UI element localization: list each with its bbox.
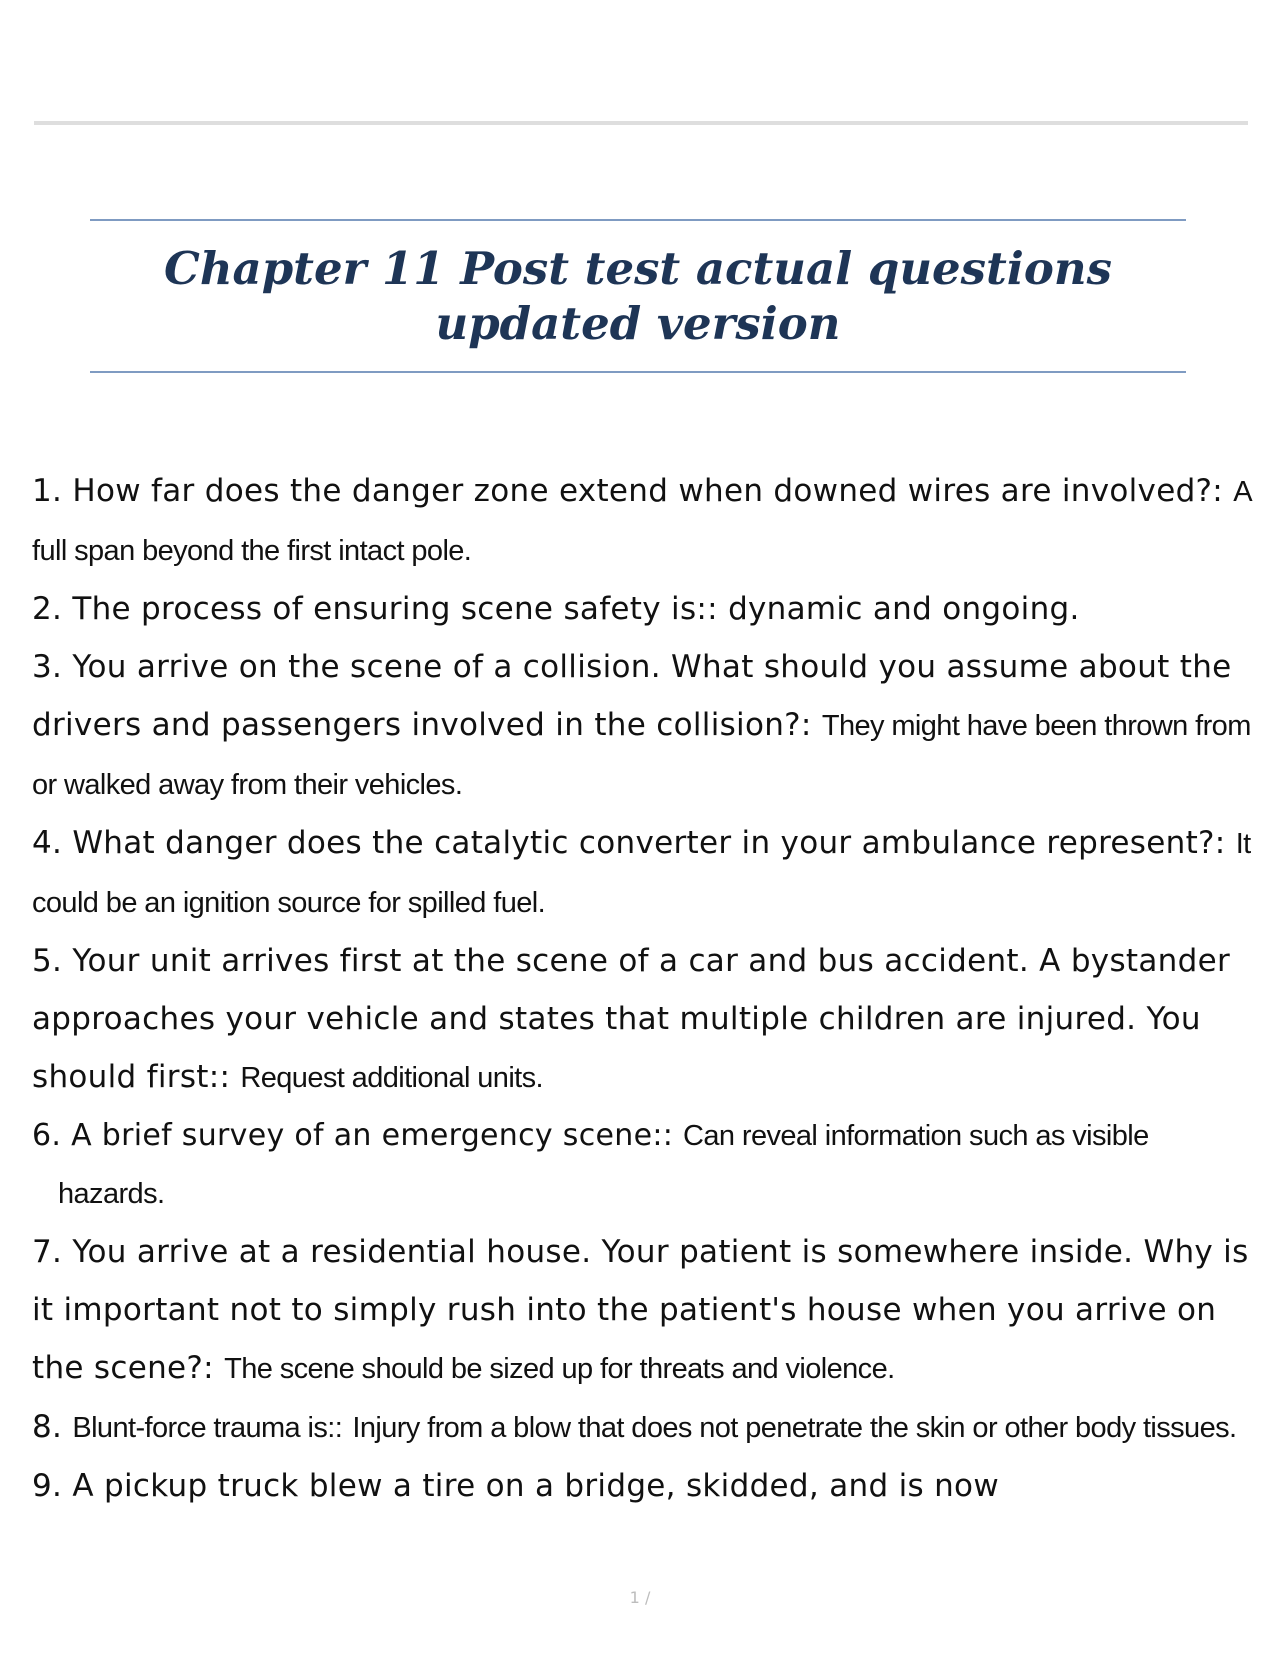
question-1	[32, 462, 1262, 580]
page-number: 1 /	[629, 1588, 651, 1607]
question-text: How far does the danger zone extend when downed wires are involved?:	[72, 473, 1224, 509]
question-number: 7.	[32, 1234, 63, 1270]
question-7	[32, 1223, 1262, 1398]
question-text: A pickup truck blew a tire on a bridge, skidded, and is now	[72, 1468, 999, 1504]
question-text: You arrive at a residential house. Your patient is somewhere inside. Why is it important not to simply rush into the patient's house when you arrive on the scene?:	[32, 1234, 1249, 1386]
question-9	[32, 1457, 1262, 1515]
answer-text: dynamic and ongoing.	[728, 591, 1080, 627]
question-number: 5.	[32, 943, 63, 979]
title-line-1: Chapter 11 Post test actual questions	[164, 242, 1112, 295]
question-text: Your unit arrives first at the scene of a car and bus accident. A bystander approaches your vehicle and states that multiple children are injured. You should first::	[32, 943, 1230, 1095]
document-title	[90, 241, 1186, 351]
answer-text: A full span beyond the first intact pole.	[32, 476, 1251, 567]
answer-text: Can reveal information such as visible hazards.	[58, 1120, 1149, 1210]
question-text: The process of ensuring scene safety is::	[72, 591, 718, 627]
answer-text: It could be an ignition source for spilled fuel.	[32, 828, 1251, 919]
answer-text: They might have been thrown from or walked away from their vehicles.	[32, 710, 1251, 801]
question-number: 4.	[32, 825, 63, 861]
question-number: 1.	[32, 473, 63, 509]
question-text: A brief survey of an emergency scene::	[71, 1118, 674, 1153]
question-number: 6.	[32, 1118, 62, 1153]
answer-text: Injury from a blow that does not penetrate the skin or other body tissues.	[352, 1412, 1237, 1444]
question-number: 8.	[32, 1409, 63, 1445]
title-block	[90, 219, 1186, 373]
question-4	[32, 814, 1262, 932]
answer-text: Request additional units.	[240, 1062, 543, 1094]
title-line-2: updated version	[435, 297, 841, 350]
question-list	[32, 462, 1262, 1515]
question-8	[32, 1398, 1262, 1457]
question-text: You arrive on the scene of a collision. What should you assume about the drivers and passengers involved in the collision?:	[32, 649, 1232, 743]
question-text: Blunt-force trauma is::	[72, 1412, 343, 1444]
question-number: 2.	[32, 591, 63, 627]
question-number: 3.	[32, 649, 63, 685]
question-number: 9.	[32, 1468, 63, 1504]
header-divider	[34, 121, 1248, 125]
question-5	[32, 932, 1262, 1107]
title-rule-top	[90, 219, 1186, 221]
title-rule-bottom	[90, 371, 1186, 373]
question-3	[32, 638, 1262, 814]
answer-text: The scene should be sized up for threats and violence.	[224, 1353, 895, 1385]
question-2	[32, 580, 1262, 638]
question-6	[32, 1107, 1262, 1223]
question-text: What danger does the catalytic converter in your ambulance represent?:	[72, 825, 1226, 861]
